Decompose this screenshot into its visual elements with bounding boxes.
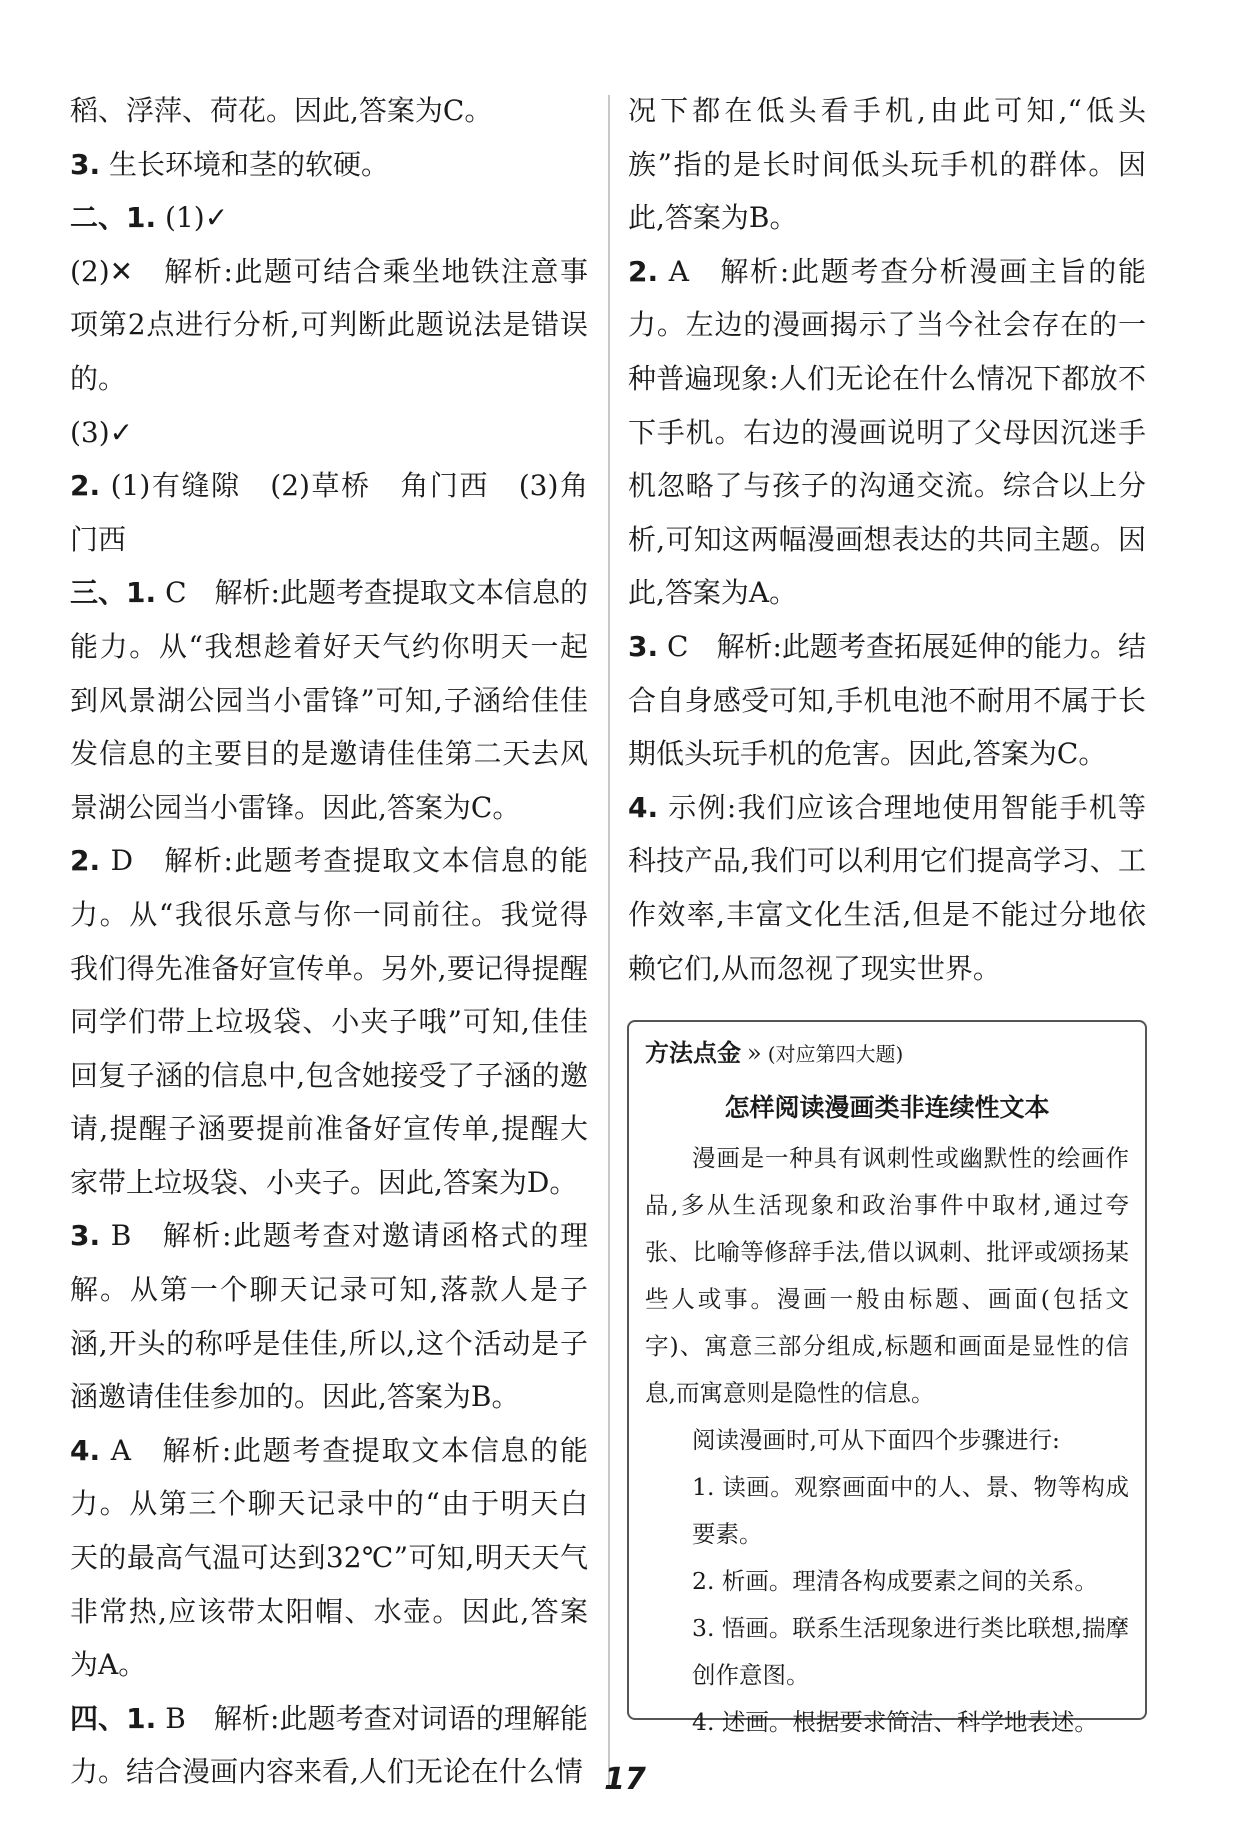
answer-line <box>628 620 1146 781</box>
answer-text: B 解析:此题考查对邀请函格式的理解。从第一个聊天记录可知,落款人是子涵,开头的称呼是佳佳,所以,这个活动是子涵邀请佳佳参加的。因此,答案为B。 <box>70 1219 588 1414</box>
method-box-note: (对应第四大题) <box>767 1042 904 1066</box>
method-step: 1. 读画。观察画面中的人、景、物等构成要素。 <box>692 1473 1129 1548</box>
answer-line <box>70 1209 588 1423</box>
answer-number: 4. <box>628 790 659 824</box>
answer-number: 三、1. <box>70 576 157 610</box>
answer-number: 2. <box>70 469 101 503</box>
answer-text: (3)✓ <box>70 415 134 449</box>
answer-number: 3. <box>70 1219 101 1253</box>
answer-line <box>628 84 1146 245</box>
right-column <box>628 84 1146 995</box>
answer-text: C 解析:此题考查提取文本信息的能力。从“我想趁着好天气约你明天一起到风景湖公园当小雷锋”可知,子涵给佳佳发信息的主要目的是邀请佳佳第二天去风景湖公园当小雷锋。因此,答案为C。 <box>70 576 589 824</box>
answer-line <box>70 406 588 460</box>
answer-number: 2. <box>70 844 101 878</box>
answer-text: 稻、浮萍、荷花。因此,答案为C。 <box>70 94 493 127</box>
method-step: 4. 述画。根据要求简洁、科学地表述。 <box>692 1708 1098 1736</box>
answer-line <box>70 138 588 192</box>
answer-line <box>70 459 588 566</box>
answer-number: 四、1. <box>70 1701 157 1735</box>
column-divider <box>608 95 610 1785</box>
answer-text: B 解析:此题考查对词语的理解能力。结合漫画内容来看,人们无论在什么情 <box>70 1701 589 1789</box>
method-box-title: 怎样阅读漫画类非连续性文本 <box>724 1093 1050 1122</box>
answer-line <box>70 84 588 138</box>
answer-number: 2. <box>628 254 659 288</box>
left-column <box>70 84 588 1799</box>
page-number: 17 <box>604 1762 646 1797</box>
double-chevron-icon: » <box>747 1039 762 1067</box>
answer-number: 3. <box>70 147 101 181</box>
answer-line <box>70 191 588 245</box>
method-box-lead: 阅读漫画时,可从下面四个步骤进行: <box>692 1426 1060 1454</box>
answer-text: 生长环境和茎的软硬。 <box>109 147 390 181</box>
answer-number: 3. <box>628 629 659 663</box>
answer-line <box>70 245 588 406</box>
answer-line <box>70 1424 588 1692</box>
answer-text: A 解析:此题考查提取文本信息的能力。从第三个聊天记录中的“由于明天白天的最高气温可达到32℃”可知,明天天气非常热,应该带太阳帽、水壶。因此,答案为A。 <box>70 1433 588 1682</box>
method-box-header <box>645 1030 1129 1078</box>
answer-text: 况下都在低头看手机,由此可知,“低头族”指的是长时间低头玩手机的群体。因此,答案为B。 <box>628 94 1146 235</box>
answer-text: D 解析:此题考查提取文本信息的能力。从“我很乐意与你一同前往。我觉得我们得先准备好宣传单。另外,要记得提醒同学们带上垃圾袋、小夹子哦”可知,佳佳回复子涵的信息中,包含她接受了子涵的邀请,提醒子涵要提前准备好宣传单,提醒大家带上垃圾袋、小夹子。因此,答案为D。 <box>70 844 588 1199</box>
answer-number: 二、1. <box>70 201 157 235</box>
answer-number: 4. <box>70 1433 101 1467</box>
method-box <box>627 1020 1147 1736</box>
answer-text: 示例:我们应该合理地使用智能手机等科技产品,我们可以利用它们提高学习、工作效率,丰富文化生活,但是不能过分地依赖它们,从而忽视了现实世界。 <box>628 790 1146 985</box>
method-step: 3. 悟画。联系生活现象进行类比联想,揣摩创作意图。 <box>692 1614 1129 1689</box>
answer-text: (2)✕ 解析:此题可结合乘坐地铁注意事项第2点进行分析,可判断此题说法是错误的。 <box>70 254 588 395</box>
answer-text: (1)✓ <box>165 201 229 235</box>
method-step: 2. 析画。理清各构成要素之间的关系。 <box>692 1567 1098 1595</box>
method-box-intro: 漫画是一种具有讽刺性或幽默性的绘画作品,多从生活现象和政治事件中取材,通过夸张、比喻等修辞手法,借以讽刺、批评或颂扬某些人或事。漫画一般由标题、画面(包括文字)、寓意三部分组成,标题和画面是显性的信息,而寓意则是隐性的信息。 <box>645 1144 1129 1407</box>
method-box-tag: 方法点金 <box>645 1039 741 1067</box>
answer-text: A 解析:此题考查分析漫画主旨的能力。左边的漫画揭示了当今社会存在的一种普遍现象:人们无论在什么情况下都放不下手机。右边的漫画说明了父母因沉迷手机忽略了与孩子的沟通交流。综合以上分析,可知这两幅漫画想表达的共同主题。因此,答案为A。 <box>628 254 1146 610</box>
answer-text: (1)有缝隙 (2)草桥 角门西 (3)角门西 <box>70 469 588 556</box>
answer-text: C 解析:此题考查拓展延伸的能力。结合自身感受可知,手机电池不耐用不属于长期低头玩手机的危害。因此,答案为C。 <box>628 629 1147 771</box>
answer-line <box>628 781 1146 995</box>
answer-line <box>628 245 1146 620</box>
answer-line <box>70 834 588 1209</box>
answer-line <box>70 566 588 834</box>
